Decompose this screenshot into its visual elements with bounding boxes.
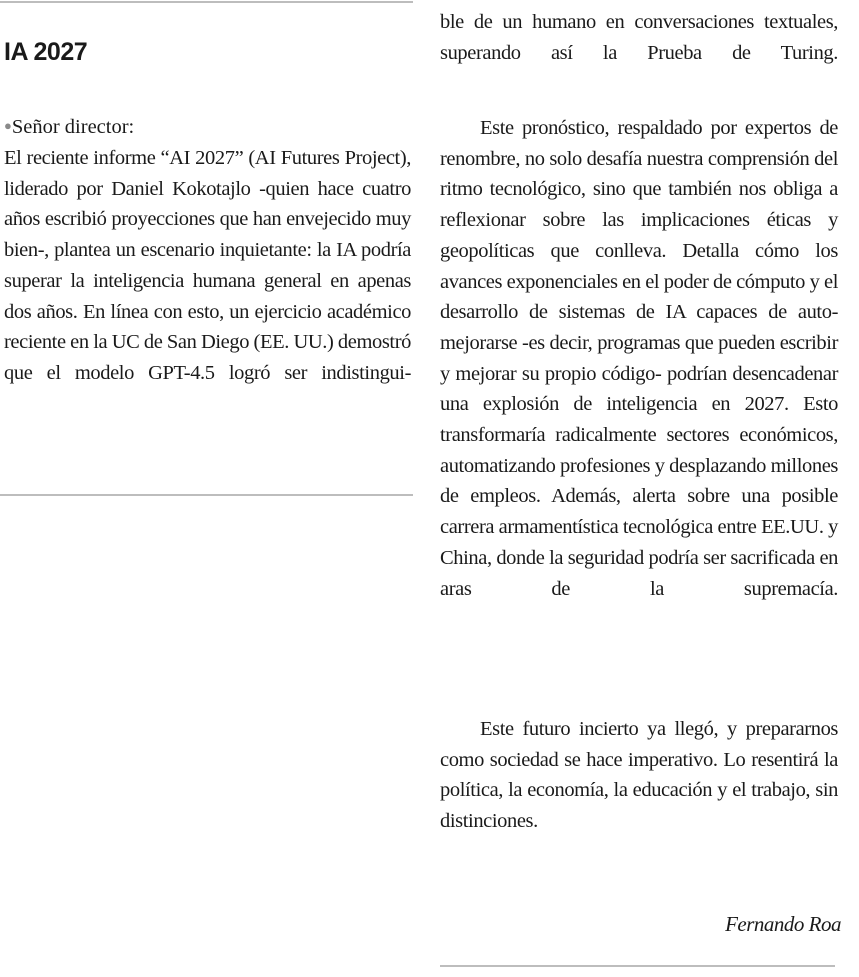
letter-paragraph-3: Este futuro incierto ya llegó, y prepararnos como sociedad se hace imperativo. Lo resentirá la política, la economía, la educación y el trabajo, sin distinciones. [440,718,838,833]
salutation-text: Señor director: [11,116,135,138]
letter-paragraph-continued: ble de un humano en conversaciones textuales, superando así la Prueba de Turing. [440,11,838,64]
letter-paragraph-2: Este pronóstico, respaldado por expertos de renombre, no solo desafía nuestra comprensión del ritmo tecnológico, sino que también nos obliga a reflexionar sobre las implicaciones éticas y geopolíticas que conlleva. Detalla cómo los avances exponenciales en el poder de cómputo y el desarrollo de sistemas de IA capaces de auto-mejorarse -es decir, programas que pueden escribir y mejorar su propio código- podrían desencadenar una explosión de inteligencia en 2027. Esto transformaría radicalmente sectores económicos, automatizando profesiones y desplazando millones de empleos. Además, alerta sobre una posible carrera armamentística tecnológica entre EE.UU. y China, donde la seguridad podría ser sacrificada en aras de la supremacía. [440,117,838,600]
column-divider [0,494,413,496]
letter-paragraph-1: El reciente informe “AI 2027” (AI Futures Project), liderado por Daniel Kokotajlo -quien hace cuatro años escribió proyecciones que han envejecido muy bien-, plantea un escenario inquietante: la IA podría superar la inteligencia humana general en apenas dos años. En línea con esto, un ejercicio académico reciente en la UC de San Diego (EE. UU.) demostró que el modelo GPT-4.5 logró ser indistingui- [4,147,411,384]
author-signature: Fernando Roa [725,912,841,936]
letter-headline: IA 2027 [4,38,88,66]
top-divider [0,1,413,3]
bullet-icon: ● [4,118,12,133]
bottom-divider [440,965,835,967]
salutation-line [4,110,134,143]
